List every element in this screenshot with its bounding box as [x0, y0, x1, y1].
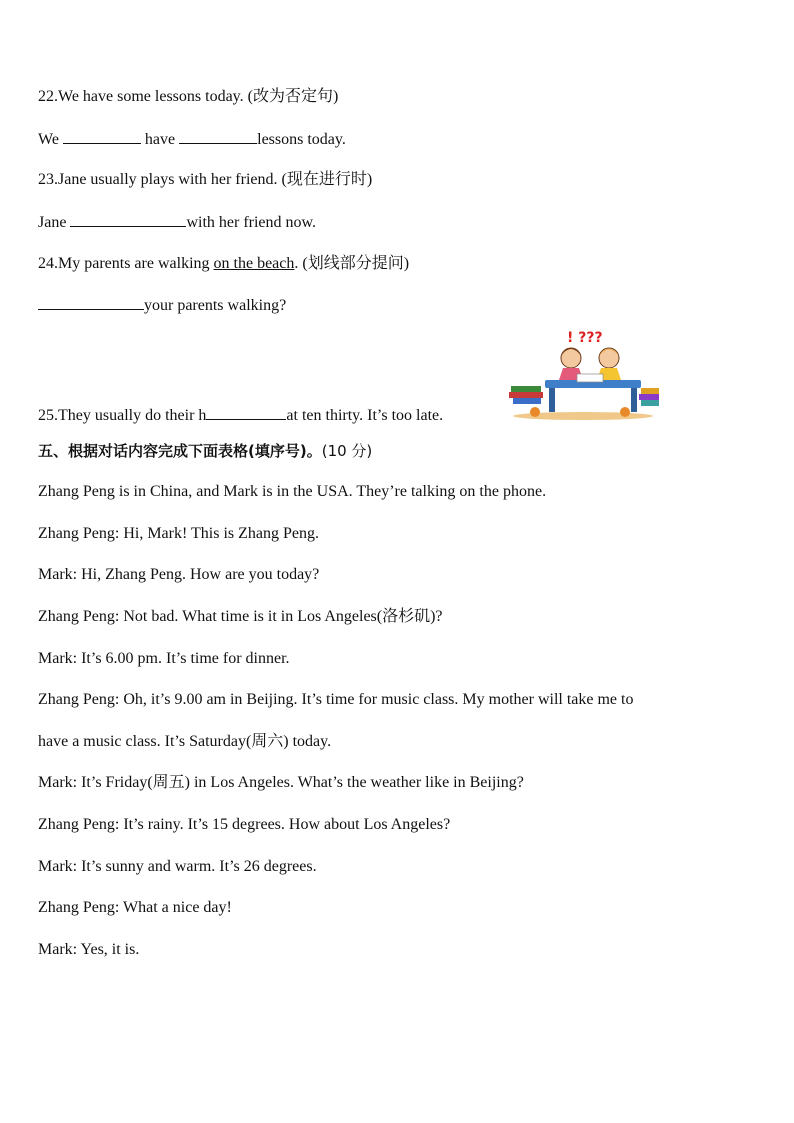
dialogue-line: Mark: Hi, Zhang Peng. How are you today? — [38, 566, 320, 583]
answer-blank-25[interactable] — [206, 405, 286, 420]
answer-line-22 — [38, 129, 346, 150]
question-24-instruction: (划线部分提问) — [302, 255, 410, 272]
answer-blank-23[interactable] — [70, 212, 186, 227]
answer-24-end: your parents walking? — [144, 297, 287, 314]
section-5-title: 五、根据对话内容完成下面表格(填序号)。 — [38, 442, 322, 460]
question-23-instruction: (现在进行时) — [281, 171, 373, 188]
marks-text: ! ??? — [567, 330, 603, 346]
answer-blank-24[interactable] — [38, 295, 144, 310]
answer-line-23 — [38, 212, 316, 233]
dialogue-line: Zhang Peng: What a nice day! — [38, 899, 232, 916]
question-25 — [38, 405, 443, 426]
answer-22-mid: have — [144, 131, 180, 148]
dialogue-line: Mark: It’s sunny and warm. It’s 26 degrees. — [38, 858, 317, 875]
dialogue-line: Mark: Yes, it is. — [38, 941, 140, 958]
answer-22-end: lessons today. — [257, 131, 346, 148]
question-22-prompt: 22.We have some lessons today. — [38, 88, 244, 105]
answer-blank-22b[interactable] — [179, 129, 257, 144]
question-23 — [38, 170, 372, 190]
dialogue-line: Mark: It’s Friday(周五) in Los Angeles. What’s the weather like in Beijing? — [38, 774, 524, 791]
question-24 — [38, 254, 409, 274]
kids-studying-illustration — [505, 326, 660, 422]
dialogue-line: have a music class. It’s Saturday(周六) today. — [38, 733, 332, 750]
answer-23-end: with her friend now. — [186, 214, 317, 231]
dialogue-line: Zhang Peng: Hi, Mark! This is Zhang Peng. — [38, 525, 320, 542]
question-25-prompt-start: 25.They usually do their h — [38, 407, 207, 424]
answer-blank-22a[interactable] — [63, 129, 141, 144]
dialogue-line: Mark: It’s 6.00 pm. It’s time for dinner. — [38, 650, 290, 667]
section-5-heading — [38, 441, 372, 461]
dialogue-line: Zhang Peng: It’s rainy. It’s 15 degrees. How about Los Angeles? — [38, 816, 451, 833]
question-24-underlined: on the beach — [213, 255, 295, 272]
answer-23-start: Jane — [38, 214, 71, 231]
section-5-score: (10 分) — [321, 442, 373, 460]
question-23-prompt: 23.Jane usually plays with her friend. — [38, 171, 278, 188]
question-24-prompt-end: . — [294, 255, 299, 272]
dialogue-line: Zhang Peng: Oh, it’s 9.00 am in Beijing. It’s time for music class. My mother will take me to — [38, 691, 634, 708]
question-24-prompt-start: 24.My parents are walking — [38, 255, 214, 272]
dialogue-intro: Zhang Peng is in China, and Mark is in the USA. They’re talking on the phone. — [38, 483, 547, 500]
question-22 — [38, 87, 338, 107]
answer-22-start: We — [38, 131, 63, 148]
dialogue-line: Zhang Peng: Not bad. What time is it in Los Angeles(洛杉矶)? — [38, 608, 443, 625]
question-22-instruction: (改为否定句) — [247, 88, 339, 105]
question-25-prompt-end: at ten thirty. It’s too late. — [286, 407, 444, 424]
answer-line-24 — [38, 295, 286, 316]
